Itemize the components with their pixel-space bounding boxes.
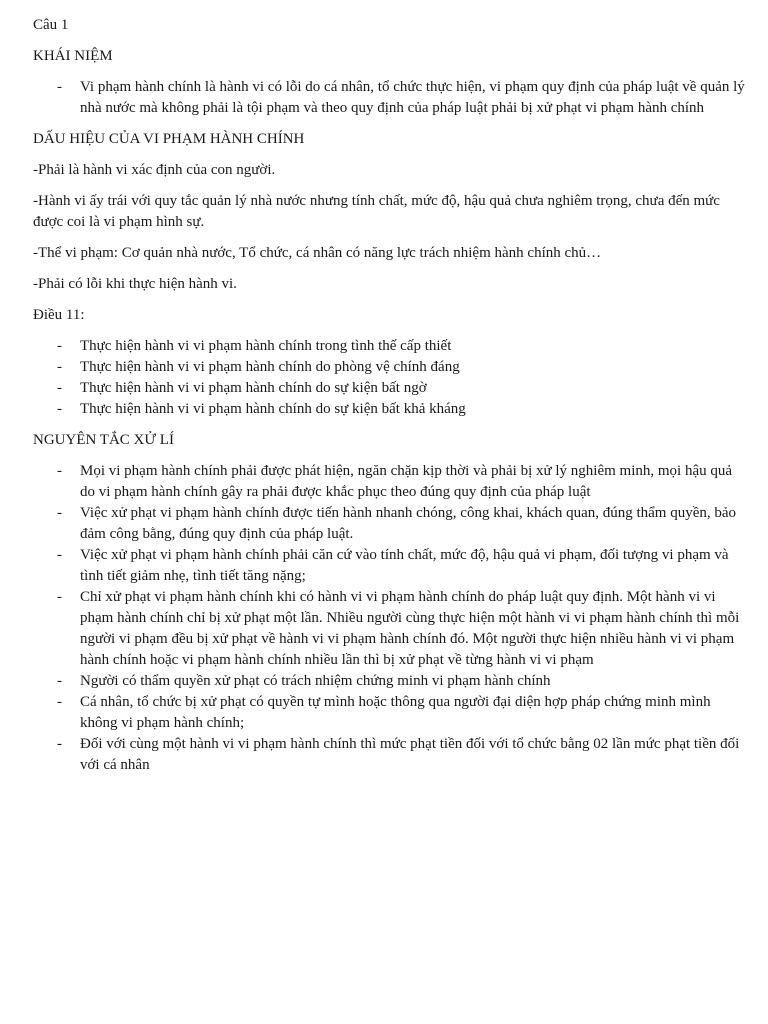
list-item	[33, 336, 748, 357]
dash-bullet: -	[57, 505, 62, 521]
list-item-text: Việc xử phạt vi phạm hành chính phải căn cứ vào tính chất, mức độ, hậu quả vi phạm, đối tượng vi phạm và tình tiết giảm nhẹ, tình tiết tăng nặng;	[80, 547, 729, 584]
dash-bullet: -	[57, 736, 62, 752]
list-item	[33, 357, 748, 378]
dash-bullet: -	[57, 79, 62, 95]
list-item-text: Thực hiện hành vi vi phạm hành chính do sự kiện bất khả kháng	[80, 401, 466, 417]
paragraph: -Phải có lỗi khi thực hiện hành vi.	[33, 276, 237, 292]
list-item-text: Việc xử phạt vi phạm hành chính được tiến hành nhanh chóng, công khai, khách quan, đúng thẩm quyền, bảo đảm công bằng, đúng quy định của pháp luật.	[80, 505, 737, 542]
list-item	[33, 399, 748, 420]
list-item-text: Vi phạm hành chính là hành vi có lỗi do cá nhân, tổ chức thực hiện, vi phạm quy định của pháp luật về quản lý nhà nước mà không phải là tội phạm và theo quy định của pháp luật phải bị xử phạt vi phạm hành chính	[80, 79, 745, 116]
dash-bullet: -	[57, 401, 62, 417]
list-item	[33, 378, 748, 399]
section-heading-signs: DẤU HIỆU CỦA VI PHẠM HÀNH CHÍNH	[33, 131, 305, 147]
list-item	[33, 692, 748, 734]
list-item	[33, 671, 748, 692]
document-page	[33, 15, 748, 786]
paragraph: -Hành vi ấy trái với quy tắc quản lý nhà nước nhưng tính chất, mức độ, hậu quả chưa nghiêm trọng, chưa đến mức được coi là vi phạm hình sự.	[33, 193, 720, 230]
list-item-text: Người có thẩm quyền xử phạt có trách nhiệm chứng minh vi phạm hành chính	[80, 673, 551, 689]
list-item-text: Thực hiện hành vi vi phạm hành chính do phòng vệ chính đáng	[80, 359, 460, 375]
dash-bullet: -	[57, 463, 62, 479]
question-title: Câu 1	[33, 17, 69, 33]
list-item-text: Thực hiện hành vi vi phạm hành chính trong tình thế cấp thiết	[80, 338, 452, 354]
principles-list	[33, 461, 748, 776]
paragraph: -Phải là hành vi xác định của con người.	[33, 162, 276, 178]
dash-bullet: -	[57, 338, 62, 354]
list-item	[33, 734, 748, 776]
list-item	[33, 545, 748, 587]
list-item-text: Đối với cùng một hành vi vi phạm hành chính thì mức phạt tiền đối với tổ chức bằng 02 lần mức phạt tiền đối với cá nhân	[80, 736, 740, 773]
list-item	[33, 461, 748, 503]
list-item-text: Thực hiện hành vi vi phạm hành chính do sự kiện bất ngờ	[80, 380, 427, 396]
article-list	[33, 336, 748, 420]
paragraph: -Thể vi phạm: Cơ quản nhà nước, Tổ chức, cá nhân có năng lực trách nhiệm hành chính chủ…	[33, 245, 602, 261]
concept-list	[33, 77, 748, 119]
list-item-text: Chỉ xử phạt vi phạm hành chính khi có hành vi vi phạm hành chính do pháp luật quy định. Một hành vi vi phạm hành chính chỉ bị xử phạt một lần. Nhiều người cùng thực hiện một hành vi vi phạm hành chính thì mỗi người vi phạm đều bị xử phạt về hành vi vi phạm hành chính đó. Một người thực hiện nhiều hành vi vi phạm hành chính hoặc vi phạm hành chính nhiều lần thì bị xử phạt về từng hành vi vi phạm	[80, 589, 740, 668]
dash-bullet: -	[57, 380, 62, 396]
section-heading-principles: NGUYÊN TẮC XỬ LÍ	[33, 432, 174, 448]
list-item-text: Mọi vi phạm hành chính phải được phát hiện, ngăn chặn kịp thời và phải bị xử lý nghiêm minh, mọi hậu quả do vi phạm hành chính gây ra phải được khắc phục theo đúng quy định của pháp luật	[80, 463, 733, 500]
dash-bullet: -	[57, 694, 62, 710]
list-item	[33, 587, 748, 671]
dash-bullet: -	[57, 547, 62, 563]
list-item	[33, 503, 748, 545]
dash-bullet: -	[57, 589, 62, 605]
list-item	[33, 77, 748, 119]
dash-bullet: -	[57, 673, 62, 689]
dash-bullet: -	[57, 359, 62, 375]
list-item-text: Cá nhân, tổ chức bị xử phạt có quyền tự mình hoặc thông qua người đại diện hợp pháp chứng minh mình không vi phạm hành chính;	[80, 694, 711, 731]
section-heading-concept: KHÁI NIỆM	[33, 48, 113, 64]
article-label: Điều 11:	[33, 307, 85, 323]
